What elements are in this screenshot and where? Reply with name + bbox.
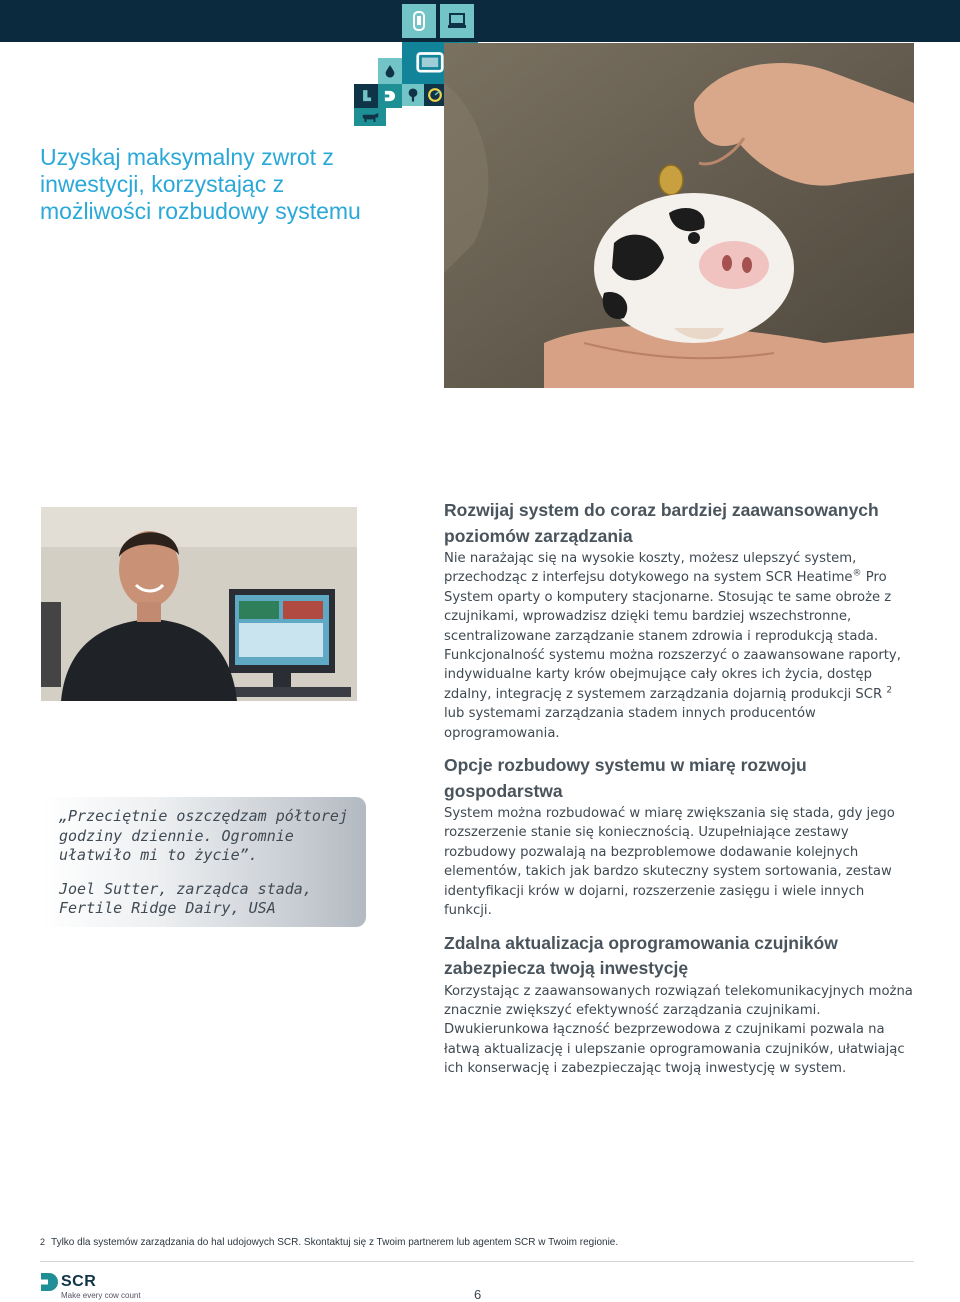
farmer-photo xyxy=(41,507,357,701)
laptop-icon xyxy=(440,4,474,38)
section-upgrade xyxy=(444,498,914,743)
water-drop-icon xyxy=(378,58,402,84)
tree-icon xyxy=(402,84,424,106)
testimonial-quote xyxy=(41,797,366,927)
quote-author-place: Fertile Ridge Dairy, USA xyxy=(59,899,276,917)
footnote xyxy=(40,1237,920,1248)
page-heading: Uzyskaj maksymalny zwrot z inwestycji, korzystając z możliwości rozbudowy systemu xyxy=(40,144,361,224)
section-title-expansion: Opcje rozbudowy systemu w miarę rozwoju gospodarstwa xyxy=(444,755,807,801)
footnote-text: Tylko dla systemów zarządzania do hal udojowych SCR. Skontaktuj się z Twoim partnerem lub agentem SCR w Twoim regionie. xyxy=(51,1237,619,1248)
sensor-collar-icon xyxy=(402,4,436,38)
scr-logo-icon xyxy=(40,1272,60,1292)
section-body-upgrade: Nie narażając się na wysokie koszty, możesz ulepszyć system, przechodząc z interfejsu dotykowego na system SCR Heatime® Pro System oparty o komputery stacjonarne. Stosując te same obroże z czujnikami, wprowadzisz dzięki temu bardziej wszechstronne, scentralizowane zarządzanie stanem zdrowia i reprodukcją stada. Funkcjonalność systemu można rozszerzyć o zaawansowane raporty, indywidualne karty krów obejmujące cały okres ich życia, dostęp zdalny, integrację z systemem zarządzania dojarnią produkcji SCR $^2$ lub systemami zarządzania stadem innych producentów oprogramowania. xyxy=(444,551,901,741)
section-body-expansion: System można rozbudować w miarę zwiększania się stada, gdy jego rozszerzenie stanie się koniecznością. Uzupełniające zestawy rozbudowy pozwalają na bezproblemowe dodawanie kolejnych elementów, takich jak bardzo skuteczny system sortowania, zestaw identyfikacji krów w dojarni, rozszerzenie zasięgu i wiele innych funkcji. xyxy=(444,806,895,919)
gauge-icon xyxy=(424,84,446,106)
scr-logo-tile-icon xyxy=(378,84,402,108)
section-title-remote-update: Zdalna aktualizacja oprogramowania czujników zabezpiecza twoją inwestycję xyxy=(444,932,838,978)
page-number: 6 xyxy=(474,1287,482,1302)
piggy-bank-photo xyxy=(444,43,914,388)
footer-divider xyxy=(40,1261,914,1262)
cow-icon xyxy=(354,108,386,126)
quote-author-name: Joel Sutter, zarządca stada, xyxy=(59,879,312,898)
footnote-number: 2 xyxy=(40,1237,46,1247)
footnote-ref: 2 xyxy=(886,685,893,696)
boot-icon xyxy=(354,84,378,108)
top-bar xyxy=(0,0,960,42)
quote-text: „Przeciętnie oszczędzam półtorej godziny dziennie. Ogromnie ułatwiło mi to życie”. xyxy=(59,807,348,864)
section-remote-update xyxy=(444,931,914,1079)
section-title-upgrade: Rozwijaj system do coraz bardziej zaawansowanych poziomów zarządzania xyxy=(444,500,879,546)
logo-name: SCR xyxy=(61,1273,97,1290)
section-body-remote-update: Korzystając z zaawansowanych rozwiązań telekomunikacyjnych można znacznie zwiększyć efektywność zarządzania czujnikami. Dwukierunkowa łączność bezprzewodowa z czujnikami pozwala na łatwą aktualizację i ulepszanie oprogramowania czujników, ułatwiając ich konserwację i zabezpieczając twoją inwestycję w system. xyxy=(444,983,913,1077)
logo-tagline: Make every cow count xyxy=(61,1291,141,1300)
section-expansion xyxy=(444,753,914,920)
scr-logo xyxy=(40,1272,160,1302)
main-content xyxy=(444,498,914,1079)
